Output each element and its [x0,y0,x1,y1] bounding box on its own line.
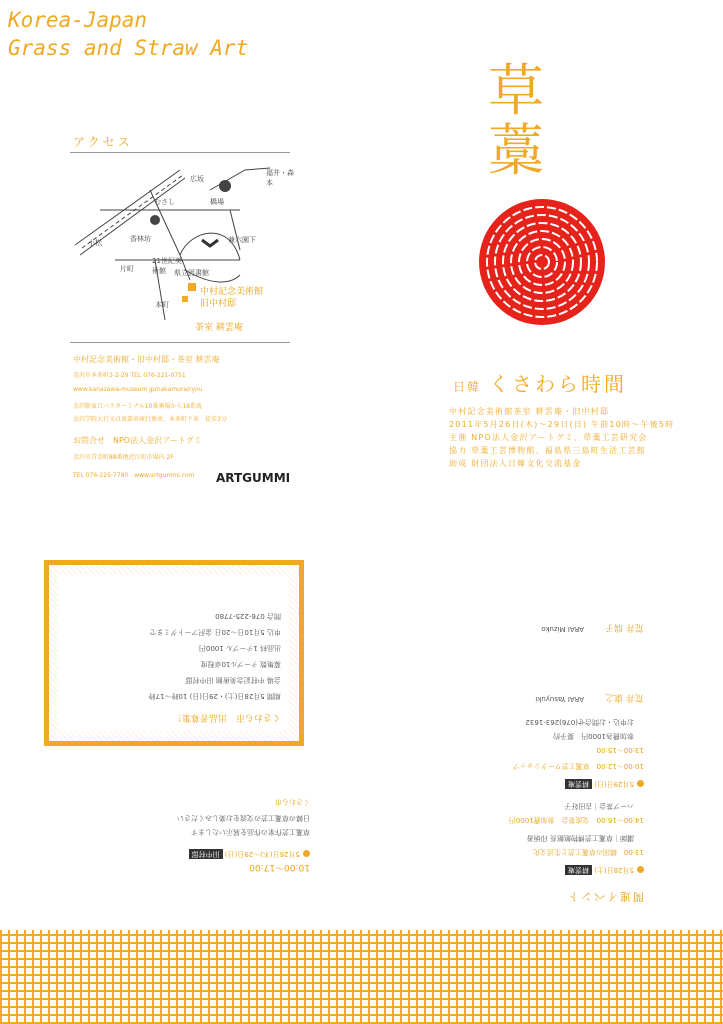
event-cooperation: 協力 草藁工芸博物館、福島県三島町生活工芸館 [449,446,646,455]
venue-tag: 耕雲庵 [565,779,592,789]
kanji-char-1: 草 [488,59,544,124]
kanji-char-2: 藁 [488,119,544,184]
english-title [8,6,248,62]
map-label-north: 福井・森本 [266,169,294,187]
map-label-stop9: 県立図書館 [174,269,209,277]
recruitment-row: 問合 076-225-7780 [215,612,281,620]
related-events-panel [404,545,644,905]
event-support: 助成 財団法人日韓文化交流基金 [449,459,582,468]
event-line: 14:00〜16:00 交流茶会 参加費1000円 [508,816,644,824]
map-label-stop3: 片町 [120,265,134,273]
event-dates: 2011年5月26日(木)〜29日(日) 午前10時〜午後5時 [449,420,675,429]
map-label-stop1: むさし [154,198,175,206]
recruitment-row: 会場 中村記念美術館 旧中村邸 [185,676,281,684]
market-date: 5月26日(木)〜29日(日) [224,850,300,858]
map-label-stop10: 橋場 [210,198,224,206]
divider [70,342,290,343]
bio-roman-2: ARAI Mizuko [541,625,584,633]
event-title [453,368,627,397]
bus-directions-1: 金沢駅東口バスターミナル10番乗場から18系統 [73,403,202,410]
event-organizer: 主催 NPO法人金沢アートグミ、草藁工芸研究会 [449,433,648,442]
contact-address: 金沢市青草町88番地近江町市場内 2F [73,454,174,461]
related-events-heading: 関連イベント [566,890,644,903]
english-title-line-1: Korea-Japan [8,8,148,32]
contact-tel: TEL 076-225-7780 www.artgummi.com [73,472,195,479]
recruitment-title: くさわら市 出品者募集！ [172,712,281,722]
event-title-prefix: 日韓 [453,380,482,394]
event-line: ハーブ茶会｜吉田好子 [564,802,634,810]
recruitment-row: 申込 5月10日〜20日 金沢アートグミまで [149,628,281,636]
event-line: 10:00〜12:00 草藁工芸ワークショップ [512,762,644,770]
market-desc-1: 草藁工芸作家の作品を展示いたします [191,828,310,836]
map-label-venue1: 中村記念美術館 [200,287,264,297]
event-line: 参加費各1000円 要予約 [553,732,634,740]
map-label-stop6: 本町 [155,301,169,309]
market-sub: くさわら市 [275,798,310,806]
bullet-icon [637,867,644,874]
market-time: 10:00〜17:00 [249,862,310,872]
bullet-icon [637,781,644,788]
recruitment-row: 期間 5月28日(土)・29日(日) 10時〜17時 [148,692,281,700]
event-date-1: 5月28日(土) [594,866,634,874]
vendor-recruitment-box [44,560,304,746]
recruitment-row: 出品料 1テーブル 1000円 [198,644,281,652]
bio-roman-1: ARAI Yasuyuki [535,695,584,703]
venue-url[interactable]: www.kanazawa-museum.jp/nakamura/ryou [73,386,203,393]
woven-pattern-border [0,930,723,1024]
contact-heading: お問合せ NPO法人金沢アートグミ [73,436,202,445]
access-map [70,160,295,344]
map-label-venue3: 茶室 耕雲庵 [195,323,243,333]
recruitment-row: 募集数 テーブル10卓程度 [200,660,281,668]
venue-tag: 耕雲庵 [565,865,592,875]
event-line: 講師｜草藁工芸博物館館長 印炳善 [526,834,634,842]
kanji-title [488,59,544,184]
venue-name: 中村記念美術館・旧中村邸・茶室 耕雲庵 [73,355,220,364]
venue-tag: 旧中村邸 [189,849,223,859]
event-venue: 中村記念美術館茶室 耕雲庵・旧中村邸 [449,407,610,416]
map-label-stop4: 広坂 [190,175,204,183]
map-label-stop8: 21世紀美術館 [152,257,182,275]
event-line: お申込・お問合せ(076)263-1632 [525,718,634,726]
bio-name-2: 荒井 瑞子 [605,622,644,632]
english-title-line-2: Grass and Straw Art [8,36,249,60]
market-desc-2: 日韓の草藁工芸の交流をお楽しみください [177,814,310,822]
bio-name-1: 荒井 康之 [605,692,644,702]
bus-directions-2: 金沢学院大行又は東部車庫行乗車、本多町下車 徒歩3分 [73,416,227,423]
bullet-icon [303,851,310,858]
red-seal-logo [476,196,608,332]
map-label-stop5: 兼六園下 [228,236,256,244]
access-heading: アクセス [73,135,133,149]
map-label-stop2: 香林坊 [130,235,151,243]
event-line: 13:00 韓国の草藁工芸と生活文化 [532,848,644,856]
event-line: 13:00〜15:00 [596,746,644,754]
divider [70,152,290,153]
artgummi-logo: ARTGUMMI [216,471,291,485]
event-date-2: 5月29日(日) [594,780,634,788]
map-label-stop7: 小松 [88,239,102,247]
venue-address: 金沢市本多町3-2-29 TEL 076-221-0751 [73,372,186,379]
map-label-venue2: 旧中村邸 [200,299,237,309]
event-title-main: くさわら時間 [489,372,628,396]
